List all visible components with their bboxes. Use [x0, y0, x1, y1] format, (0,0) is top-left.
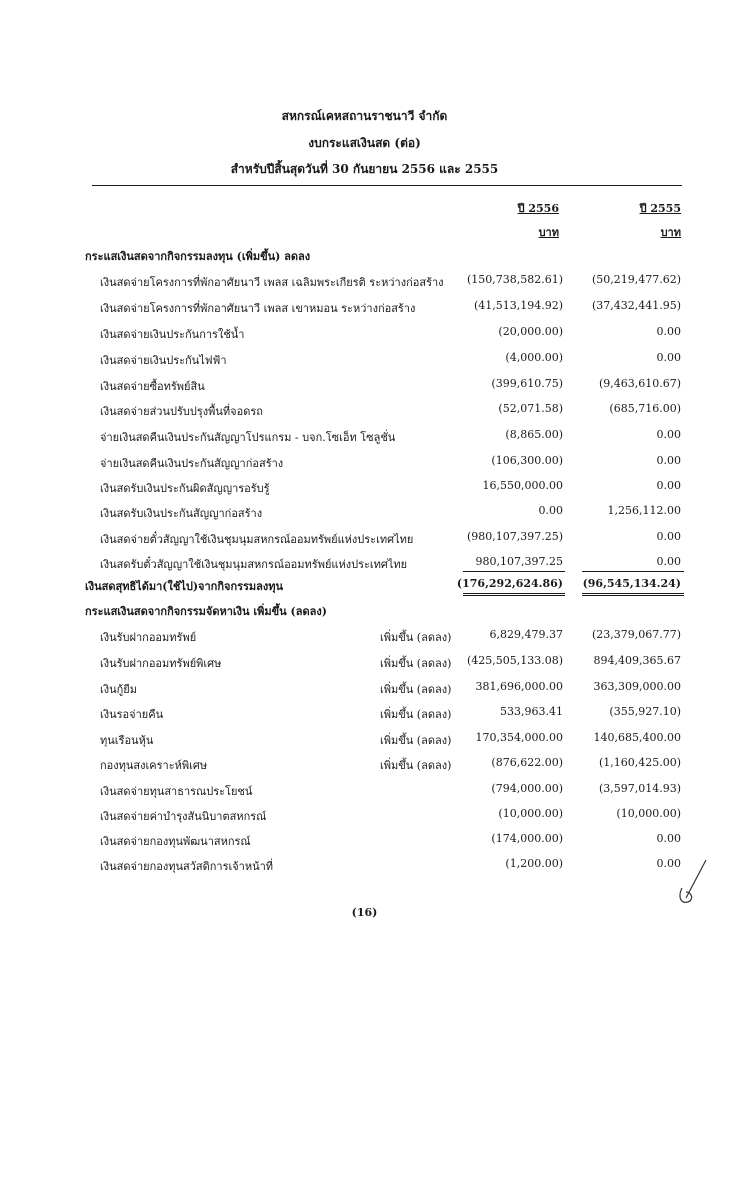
row-label: เงินรอจ่ายคืน: [100, 708, 164, 721]
company-name: สหกรณ์เคหสถานราชนาวี จำกัด: [281, 109, 448, 123]
row-label: จ่ายเงินสดคืนเงินประกันสัญญาก่อสร้าง: [100, 457, 284, 470]
row-label: เงินสดจ่ายส่วนปรับปรุงพื้นที่จอดรถ: [100, 405, 263, 418]
row-value-2556: (980,107,397.25): [466, 530, 563, 543]
investing-row: [0, 555, 729, 575]
row-value-2556: (4,000.00): [505, 351, 563, 364]
row-value-2555: (10,000.00): [616, 807, 681, 820]
row-label: เงินสดจ่ายค่าบำรุงสันนิบาตสหกรณ์: [100, 810, 267, 823]
financing-row: [0, 705, 729, 725]
row-label: ทุนเรือนหุ้น: [100, 734, 154, 747]
investing-row: [0, 454, 729, 474]
row-value-2556: (174,000.00): [491, 832, 563, 845]
row-label: เงินสดจ่ายซื้อทรัพย์สิน: [100, 380, 205, 393]
column-header-year2: ปี 2555: [639, 202, 681, 215]
row-value-2556: (150,738,582.61): [466, 273, 563, 286]
row-value-2555: 0.00: [656, 530, 681, 543]
investing-row: [0, 479, 729, 499]
row-note: เพิ่มขึ้น (ลดลง): [380, 708, 452, 721]
handwritten-initial-mark: [672, 858, 712, 906]
section-title: กระแสเงินสดจากกิจกรรมจัดหาเงิน เพิ่มขึ้น (ลดลง): [85, 605, 327, 618]
row-value-2555: 0.00: [656, 832, 681, 845]
row-note: เพิ่มขึ้น (ลดลง): [380, 631, 452, 644]
row-value-2555: 0.00: [656, 479, 681, 492]
investing-section-heading: [0, 247, 729, 267]
total-value-2556: (176,292,624.86): [456, 577, 563, 590]
row-label: เงินรับฝากออมทรัพย์: [100, 631, 197, 644]
row-value-2556: (52,071.58): [498, 402, 563, 415]
row-label: เงินสดจ่ายทุนสาธารณประโยชน์: [100, 785, 253, 798]
row-value-2555: (50,219,477.62): [591, 273, 681, 286]
row-value-2556: (41,513,194.92): [473, 299, 563, 312]
row-value-2555: 894,409,365.67: [593, 654, 681, 667]
row-value-2556: (425,505,133.08): [466, 654, 563, 667]
financing-row: [0, 654, 729, 674]
investing-row: [0, 325, 729, 345]
row-value-2555: (1,160,425.00): [598, 756, 681, 769]
row-value-2555: 140,685,400.00: [593, 731, 681, 744]
row-value-2555: 0.00: [656, 555, 681, 568]
total-label: เงินสดสุทธิได้มา(ใช้ไป)จากกิจกรรมลงทุน: [85, 580, 284, 593]
row-value-2555: (355,927.10): [609, 705, 681, 718]
row-value-2556: (106,300.00): [491, 454, 563, 467]
row-value-2556: (876,622.00): [491, 756, 563, 769]
column-header-year1: ปี 2556: [517, 202, 559, 215]
row-value-2556: 16,550,000.00: [482, 479, 563, 492]
investing-row: [0, 428, 729, 448]
row-note: เพิ่มขึ้น (ลดลง): [380, 657, 452, 670]
investing-row: [0, 504, 729, 524]
row-value-2555: 1,256,112.00: [607, 504, 681, 517]
row-label: เงินสดจ่ายกองทุนสวัสดิการเจ้าหน้าที่: [100, 860, 274, 873]
row-note: เพิ่มขึ้น (ลดลง): [380, 683, 452, 696]
row-value-2556: (8,865.00): [505, 428, 563, 441]
row-value-2555: 0.00: [656, 325, 681, 338]
financing-row: [0, 680, 729, 700]
row-label: เงินรับฝากออมทรัพย์พิเศษ: [100, 657, 222, 670]
row-label: กองทุนสงเคราะห์พิเศษ: [100, 759, 208, 772]
investing-row: [0, 273, 729, 293]
investing-row: [0, 530, 729, 550]
section-title: กระแสเงินสดจากกิจกรรมลงทุน (เพิ่มขึ้น) ลดลง: [85, 250, 311, 263]
financing-section-heading: [0, 602, 729, 622]
row-label: เงินสดจ่ายเงินประกันการใช้น้ำ: [100, 328, 245, 341]
financing-row: [0, 782, 729, 802]
row-value-2556: (794,000.00): [491, 782, 563, 795]
row-note: เพิ่มขึ้น (ลดลง): [380, 734, 452, 747]
page-number: (16): [351, 906, 378, 919]
column-unit-year2: บาท: [660, 226, 681, 239]
row-value-2556: (1,200.00): [505, 857, 563, 870]
financing-row: [0, 807, 729, 827]
investing-row: [0, 402, 729, 422]
statement-period: สำหรับปีสิ้นสุดวันที่ 30 กันยายน 2556 และ 2555: [230, 162, 499, 176]
row-value-2555: 363,309,000.00: [593, 680, 681, 693]
row-value-2556: 170,354,000.00: [475, 731, 563, 744]
row-label: เงินสดจ่ายโครงการที่พักอาศัยนาวี เพลส เฉลิมพระเกียรติ ระหว่างก่อสร้าง: [100, 276, 444, 289]
row-label: เงินสดจ่ายกองทุนพัฒนาสหกรณ์: [100, 835, 251, 848]
row-label: เงินสดจ่ายเงินประกันไฟฟ้า: [100, 354, 227, 367]
subtotal-rule-2555: [582, 571, 684, 572]
row-label: เงินสดจ่ายโครงการที่พักอาศัยนาวี เพลส เขาหมอน ระหว่างก่อสร้าง: [100, 302, 416, 315]
investing-row: [0, 299, 729, 319]
blank-area: [0, 990, 729, 1200]
row-value-2556: 980,107,397.25: [475, 555, 563, 568]
row-value-2555: 0.00: [656, 454, 681, 467]
total-value-2555: (96,545,134.24): [582, 577, 681, 590]
subtotal-rule-2556: [463, 571, 565, 572]
row-value-2556: 533,963.41: [500, 705, 563, 718]
row-note: เพิ่มขึ้น (ลดลง): [380, 759, 452, 772]
row-value-2556: (10,000.00): [498, 807, 563, 820]
row-value-2556: 381,696,000.00: [475, 680, 563, 693]
financing-row: [0, 857, 729, 877]
row-value-2556: 6,829,479.37: [489, 628, 563, 641]
row-label: เงินสดรับเงินประกันสัญญาก่อสร้าง: [100, 507, 263, 520]
financing-row: [0, 628, 729, 648]
row-value-2556: (399,610.75): [491, 377, 563, 390]
row-value-2555: 0.00: [656, 857, 681, 870]
row-value-2555: 0.00: [656, 351, 681, 364]
total-double-rule-2555: [582, 593, 684, 596]
column-unit-year1: บาท: [538, 226, 559, 239]
total-double-rule-2556: [463, 593, 565, 596]
investing-row: [0, 351, 729, 371]
row-label: จ่ายเงินสดคืนเงินประกันสัญญาโปรแกรม - บจก.โซเอ็ท โซลูชั่น: [100, 431, 396, 444]
financing-row: [0, 832, 729, 852]
statement-title: งบกระแสเงินสด (ต่อ): [308, 136, 421, 150]
row-label: เงินสดรับเงินประกันผิดสัญญารอรับรู้: [100, 482, 270, 495]
row-value-2556: (20,000.00): [498, 325, 563, 338]
row-label: เงินสดรับตั๋วสัญญาใช้เงินชุมนุมสหกรณ์ออมทรัพย์แห่งประเทศไทย: [100, 558, 408, 571]
row-value-2555: (685,716.00): [609, 402, 681, 415]
row-value-2556: 0.00: [538, 504, 563, 517]
row-value-2555: (3,597,014.93): [598, 782, 681, 795]
row-value-2555: (37,432,441.95): [591, 299, 681, 312]
row-value-2555: (9,463,610.67): [598, 377, 681, 390]
financing-row: [0, 731, 729, 751]
financing-row: [0, 756, 729, 776]
row-label: เงินกู้ยืม: [100, 683, 138, 696]
row-label: เงินสดจ่ายตั๋วสัญญาใช้เงินชุมนุมสหกรณ์ออมทรัพย์แห่งประเทศไทย: [100, 533, 414, 546]
row-value-2555: 0.00: [656, 428, 681, 441]
investing-row: [0, 377, 729, 397]
header-rule: [92, 185, 682, 186]
row-value-2555: (23,379,067.77): [591, 628, 681, 641]
